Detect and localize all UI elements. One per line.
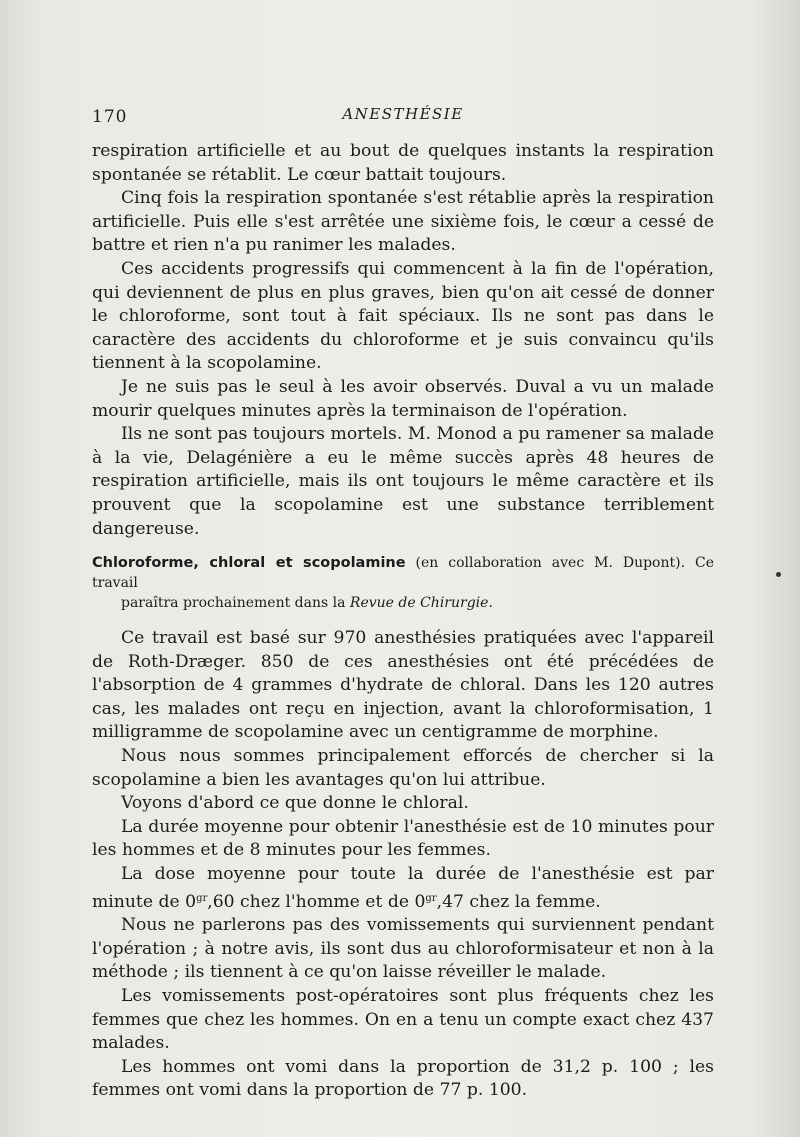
section-collaboration: (en collaboration avec M. Dupont). Ce travail <box>92 555 714 592</box>
dose-text-1: La dose moyenne pour toute la durée de l'anesthésie est par minute de 0 <box>92 864 714 912</box>
paragraph: Je ne suis pas le seul à les avoir observés. Duval a vu un malade mourir quelques minutes après la terminaison de l'opération. <box>92 376 714 421</box>
paragraph: respiration artificielle et au bout de quelques instants la respiration spontanée se rétablit. Le cœur battait toujours. <box>92 141 714 185</box>
publication-suffix: . <box>488 595 493 612</box>
dose-paragraph <box>92 863 714 914</box>
page-header <box>92 103 714 127</box>
unit-superscript: gr <box>425 892 437 904</box>
paragraph: Ce travail est basé sur 970 anesthésies pratiquées avec l'appareil de Roth-Dræger. 850 de ces anesthésies ont été précédées de l'absorption de 4 grammes d'hydrate de chloral. Dans les 120 autres cas, les malades ont reçu en injection, avant la chloroformisation, 1 milligramme de scopolamine avec un centigramme de morphine. <box>92 628 714 743</box>
paragraph: Ces accidents progressifs qui commencent à la fin de l'opération, qui deviennent de plus en plus graves, bien qu'on ait cessé de donner le chloroforme, sont tout à fait spéciaux. Ils ne sont pas dans le caractère des accidents du chloroforme et je suis convaincu qu'ils tiennent à la scopolamine. <box>92 258 714 374</box>
paragraph: La durée moyenne pour obtenir l'anesthésie est de 10 minutes pour les hommes et de 8 minutes pour les femmes. <box>92 816 714 861</box>
page-body <box>92 140 714 1103</box>
journal-title: Revue de Chirurgie <box>349 595 489 612</box>
publication-prefix: paraîtra prochainement dans la <box>121 595 350 612</box>
page-number: 170 <box>92 107 128 127</box>
dose-text-2: ,60 chez l'homme et de 0 <box>207 891 426 912</box>
margin-dot <box>776 572 781 577</box>
running-title: ANESTHÉSIE <box>342 105 464 123</box>
section-title: Chloroforme, chloral et scopolamine <box>92 555 406 572</box>
paragraph: Nous nous sommes principalement efforcés de chercher si la scopolamine a bien les avantages qu'on lui attribue. <box>92 746 714 790</box>
paragraph: Les hommes ont vomi dans la proportion de 31,2 p. 100 ; les femmes ont vomi dans la proportion de 77 p. 100. <box>92 1056 714 1101</box>
paragraph: Voyons d'abord ce que donne le chloral. <box>121 793 469 814</box>
paragraph: Nous ne parlerons pas des vomissements qui surviennent pendant l'opération ; à notre avis, ils sont dus au chloroformisateur et non à la méthode ; ils tiennent à ce qu'on laisse réveiller le malade. <box>92 915 714 983</box>
dose-text-3: ,47 chez la femme. <box>436 891 601 912</box>
paragraph: Cinq fois la respiration spontanée s'est rétablie après la respiration artificielle. Puis elle s'est arrêtée une sixième fois, le cœur a cessé de battre et rien n'a pu ranimer les malades. <box>92 188 714 256</box>
paragraph: Les vomissements post-opératoires sont plus fréquents chez les femmes que chez les hommes. On en a tenu un compte exact chez 437 malades. <box>92 986 714 1054</box>
unit-superscript: gr <box>196 892 208 904</box>
section-heading <box>92 553 714 613</box>
section-publication-note <box>92 593 714 613</box>
paragraph: Ils ne sont pas toujours mortels. M. Monod a pu ramener sa malade à la vie, Delagénière a eu le même succès après 48 heures de respiration artificielle, mais ils ont toujours le même caractère et ils prouvent que la scopolamine est une substance terriblement dangereuse. <box>92 424 714 539</box>
